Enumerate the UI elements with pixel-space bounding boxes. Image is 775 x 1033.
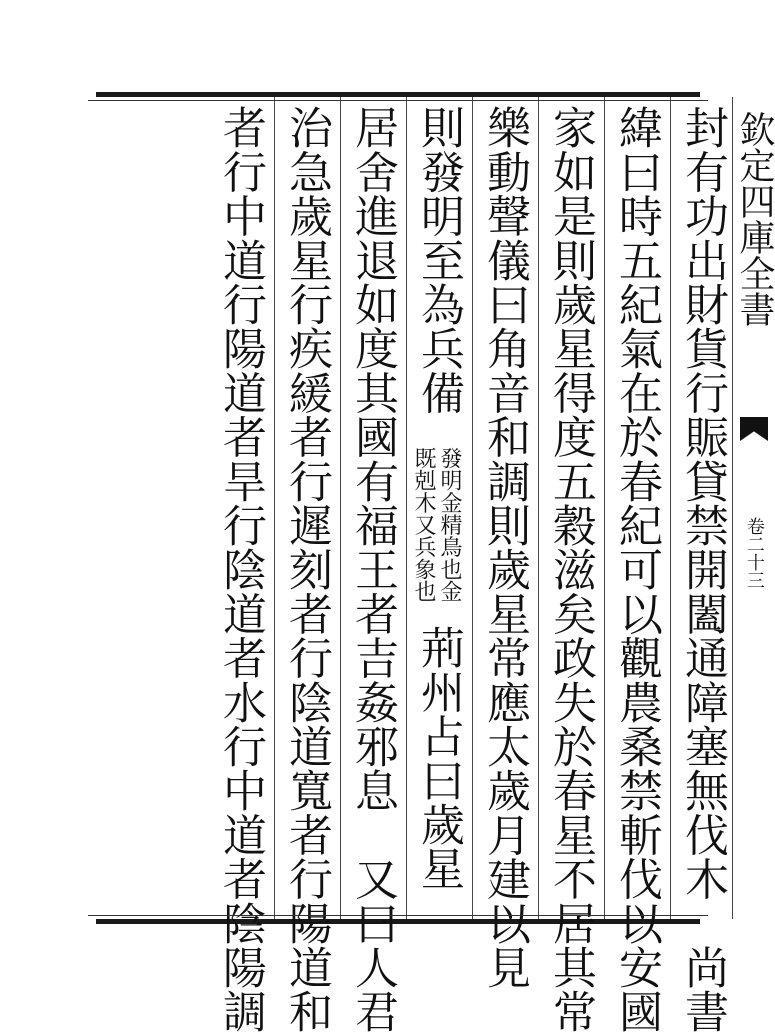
juan-number: 卷二十三 [743, 517, 765, 589]
small-note-right: 發明金精鳥也金 [437, 447, 462, 603]
text-columns [96, 97, 728, 1033]
margin-column [734, 97, 775, 919]
book-title: 欽定四庫全書 [734, 111, 775, 327]
column-rule [670, 97, 671, 919]
text-column-2: 緯曰時五紀氣在於春紀可以觀農桑禁斬伐以安國 [611, 105, 662, 1033]
text-column-6: 居舍進退如度其國有福王者吉姦邪息 又曰人君 [347, 105, 398, 1033]
text-column-1: 封有功出財貨行賑貸禁開闔通障塞無伐木 尚書 [677, 105, 728, 1033]
text-column-3: 家如是則歲星得度五穀滋矣政失於春星不居其常 [545, 105, 596, 1033]
column-rule [472, 97, 473, 919]
small-note-left: 既剋木又兵象也 [411, 447, 436, 603]
text-column-5-a: 則發明至為兵備 [413, 105, 464, 415]
page-frame [96, 92, 775, 1033]
fishtail-mark-icon [740, 417, 768, 441]
column-rule [538, 97, 539, 919]
text-column-8: 者行中道行陽道者旱行陰道者水行中道者陰陽調 [215, 105, 266, 1033]
column-rule [340, 97, 341, 919]
text-column-7: 治急歲星行疾緩者行遲刻者行陰道寬者行陽道和 [281, 105, 332, 1033]
column-rule [604, 97, 605, 919]
text-column-5-b: 荊州占曰歲星 [413, 625, 464, 891]
column-rule [732, 97, 733, 919]
column-rule [274, 97, 275, 919]
text-column-4: 樂動聲儀曰角音和調則歲星常應太歲月建以見 [479, 105, 530, 989]
column-rule [406, 97, 407, 919]
